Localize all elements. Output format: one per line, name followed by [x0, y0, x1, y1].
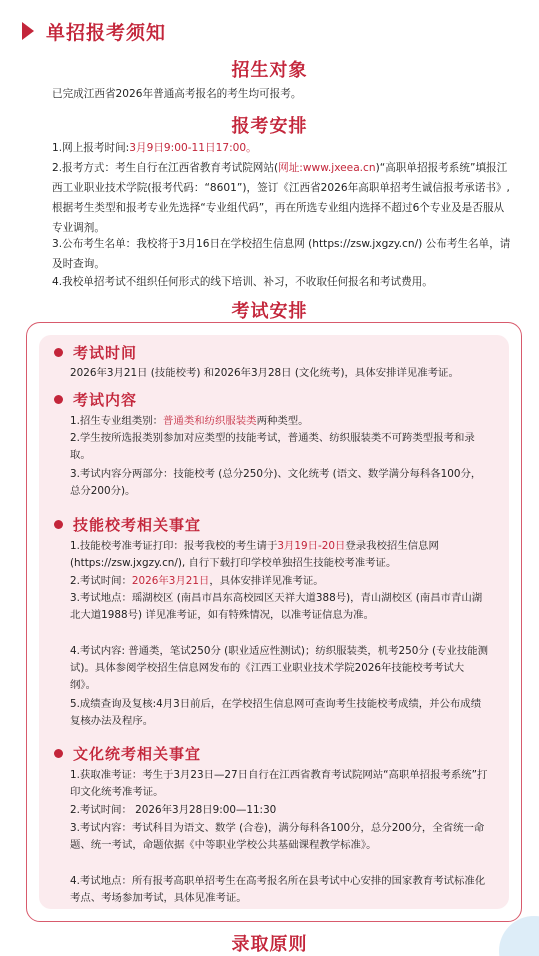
exam-content-item-2: 2.学生按所选报类别参加对应类型的技能考试，普通类、纺织服装类不可跨类型报考和录取。 — [70, 432, 475, 461]
culture-item-4: 4.考试地点：所有报考高职单招考生在高考报名所在县考试中心安排的国家教育考试标准化考点、考场参加考试，具体见准考证。 — [70, 875, 486, 904]
skill-item-1: 1.技能校考准考证打印：报考我校的考生请于3月19日-20日登录我校招生信息网 (https://zsw.jxgzy.cn/), 自行下载打印学校单独招生技能校考准考证。 — [70, 540, 439, 569]
culture-item-3: 3.考试内容：考试科目为语文、数学 (合卷)，满分每科各100分，总分200分，全省统一命题、统一考试，命题依据《中等职业学校公共基础课程教学标准》。 — [70, 822, 485, 851]
decorative-circle — [499, 916, 539, 956]
culture-item-1: 1.获取准考证：考生于3月23日—27日自行在江西省教育考试院网站“高职单招报考系统”打印文化统考准考证。 — [70, 769, 488, 798]
apply-item-1: 1.网上报考时间:3月9日9:00-11日17:00。 — [52, 142, 257, 154]
exam-content-item-1: 1.招生专业组类别：普通类和纺织服装类两种类型。 — [70, 415, 309, 427]
skill-item-5: 5.成绩查询及复核:4月3日前后，在学校招生信息网可查询考生技能校考成绩，并公布成绩复核办法及程序。 — [70, 698, 482, 727]
skill-exam-heading: 技能校考相关事宜 — [54, 514, 201, 535]
bullet-dot-icon — [54, 395, 63, 404]
page-header — [22, 16, 166, 46]
skill-item-2: 2.考试时间：2026年3月21日，具体安排详见准考证。 — [70, 575, 324, 587]
bullet-dot-icon — [54, 520, 63, 529]
section-title-apply: 报考安排 — [0, 112, 539, 138]
target-text: 已完成江西省2026年普通高考报名的考生均可报考。 — [52, 88, 302, 100]
apply-item-4: 4.我校单招考试不组织任何形式的线下培训、补习，不收取任何报名和考试费用。 — [52, 276, 433, 288]
apply-item-2: 2.报考方式：考生自行在江西省教育考试院网站(网址:www.jxeea.cn)“高职单招报考系统”填报江西工业职业技术学院(报考代码：“8601”)，签订《江西省2026年高职单招考生诚信报考承诺书》,根据考生类型和报考专业先选择“专业组代码”，再在所选专业组内选择不超过6个专业及是否服从专业调剂。 — [52, 162, 510, 234]
bullet-dot-icon — [54, 348, 63, 357]
section-title-exam: 考试安排 — [0, 297, 539, 323]
section-title-admission: 录取原则 — [0, 930, 539, 956]
exam-time-heading: 考试时间 — [54, 342, 137, 363]
section-title-target: 招生对象 — [0, 56, 539, 82]
skill-item-3: 3.考试地点：瑶湖校区 (南昌市昌东高校园区天祥大道388号)，青山湖校区 (南昌市青山湖北大道1988号) 详见准考证，如有特殊情况，以准考证信息为准。 — [70, 592, 483, 621]
page-title: 单招报考须知 — [46, 21, 167, 44]
exam-content-item-3: 3.考试内容分两部分：技能校考 (总分250分)、文化统考 (语文、数学满分每科各100分，总分200分)。 — [70, 468, 482, 497]
culture-item-2: 2.考试时间： 2026年3月28日9:00—11:30 — [70, 804, 277, 816]
exam-content-heading: 考试内容 — [54, 389, 137, 410]
exam-time-text: 2026年3月21日 (技能校考) 和2026年3月28日 (文化统考)，具体安排详见准考证。 — [70, 367, 459, 379]
culture-exam-heading: 文化统考相关事宜 — [54, 743, 201, 764]
exam-site-link[interactable]: 网址:www.jxeea.cn — [278, 162, 376, 174]
skill-item-4: 4.考试内容: 普通类，笔试250分 (职业适应性测试)；纺织服装类，机考250分 (专业技能测试)。具体参阅学校招生信息网发布的《江西工业职业技术学院2026年技能校考考试大纲》。 — [70, 645, 489, 691]
apply-item-3: 3.公布考生名单：我校将于3月16日在学校招生信息网 (https://zsw.jxgzy.cn/) 公布考生名单，请及时查询。 — [52, 238, 511, 270]
play-arrow-icon — [22, 22, 34, 40]
bullet-dot-icon — [54, 749, 63, 758]
